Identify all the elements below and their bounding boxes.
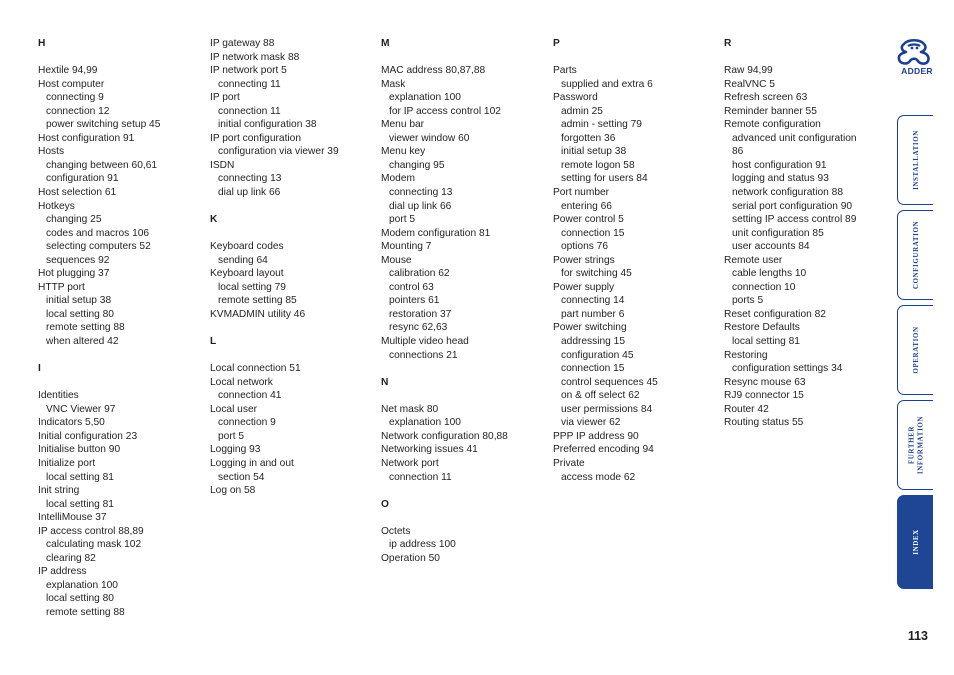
- index-subentry: local setting 81: [46, 498, 114, 510]
- index-subentry: connection 12: [46, 105, 110, 117]
- index-entry: Parts: [553, 65, 577, 77]
- index-subentry: setting IP access control 89: [732, 214, 857, 226]
- tab-label: INDEX: [911, 529, 920, 555]
- index-subentry: connection 9: [218, 417, 276, 429]
- index-subentry: local setting 81: [732, 336, 800, 348]
- index-entry: Host selection 61: [38, 187, 117, 199]
- index-entry: Resync mouse 63: [724, 376, 806, 388]
- index-subentry: for switching 45: [561, 268, 632, 280]
- index-letter-heading: L: [210, 336, 217, 348]
- index-subentry: connection 11: [389, 471, 452, 483]
- index-entry: IntelliMouse 37: [38, 512, 107, 524]
- index-letter-heading: R: [724, 38, 732, 49]
- index-subentry: initial setup 38: [46, 295, 112, 307]
- index-entry: Local network: [210, 376, 273, 388]
- index-subentry: sequences 92: [46, 254, 110, 266]
- index-subentry: explanation 100: [46, 579, 118, 591]
- index-entry: Port number: [553, 187, 610, 199]
- index-subentry: configuration via viewer 39: [218, 146, 339, 158]
- index-entry: RealVNC 5: [724, 78, 775, 90]
- tab-further-information[interactable]: [897, 400, 933, 490]
- index-subentry: user permissions 84: [561, 403, 653, 415]
- index-subentry: connecting 14: [561, 295, 625, 307]
- index-entry: IP port configuration: [210, 132, 301, 144]
- index-entry: Hextile 94,99: [38, 65, 98, 77]
- spacer: [210, 349, 378, 363]
- index-subentry: remote setting 88: [46, 606, 125, 618]
- index-entry: Operation 50: [381, 552, 440, 564]
- index-entry: IP network mask 88: [210, 51, 300, 63]
- index-subentry: local setting 80: [46, 308, 114, 320]
- index-entry: Keyboard layout: [210, 268, 284, 280]
- index-entry: MAC address 80,87,88: [381, 65, 486, 77]
- page-number: 113: [907, 629, 928, 643]
- index-entry: Refresh screen 63: [724, 92, 808, 104]
- index-subentry: VNC Viewer 97: [46, 403, 116, 415]
- index-entry: Keyboard codes: [210, 241, 284, 253]
- tab-label: INSTALLATION: [911, 130, 920, 190]
- index-subentry: serial port configuration 90: [732, 200, 853, 212]
- index-entry: Hosts: [38, 146, 65, 158]
- index-subentry: forgotten 36: [561, 132, 616, 144]
- index-subentry: port 5: [389, 214, 416, 226]
- index-subentry: connection 10: [732, 281, 796, 293]
- index-entry: Multiple video head: [381, 336, 469, 348]
- index-entry: Hotkeys: [38, 200, 75, 212]
- index-subentry: remote logon 58: [561, 159, 635, 171]
- index-subentry: local setting 81: [46, 471, 114, 483]
- index-subentry: connection 15: [561, 227, 625, 239]
- index-entry: Remote configuration: [724, 119, 821, 131]
- index-entry: IP address: [38, 566, 87, 578]
- spacer: [381, 389, 549, 403]
- index-entry: ISDN: [210, 159, 235, 171]
- index-subentry: configuration settings 34: [732, 363, 843, 375]
- index-entry: Identities: [38, 390, 79, 402]
- index-letter-heading: N: [381, 376, 389, 388]
- index-entry: Private: [553, 457, 585, 469]
- index-subentry: resync 62,63: [389, 322, 448, 334]
- index-entry: Modem: [381, 173, 415, 185]
- index-subentry: addressing 15: [561, 336, 626, 348]
- index-letter-heading: I: [38, 363, 41, 375]
- tab-index[interactable]: [897, 495, 933, 589]
- index-subentry: advanced unit configuration: [732, 132, 857, 144]
- index-entry: Indicators 5,50: [38, 417, 105, 429]
- index-entry: Power supply: [553, 281, 615, 293]
- tab-operation[interactable]: [897, 305, 933, 395]
- index-entry: Host configuration 91: [38, 132, 135, 144]
- index-subentry: initial setup 38: [561, 146, 627, 158]
- index-subentry: control sequences 45: [561, 376, 658, 388]
- tab-label: CONFIGURATION: [911, 220, 920, 290]
- spacer: [553, 51, 721, 65]
- index-subentry: configuration 45: [561, 349, 634, 361]
- index-subentry: host configuration 91: [732, 159, 827, 171]
- index-entry: IP gateway 88: [210, 38, 275, 49]
- index-subentry: local setting 79: [218, 281, 286, 293]
- index-subentry: ip address 100: [389, 539, 456, 551]
- index-entry: Log on 58: [210, 485, 256, 497]
- index-entry: PPP IP address 90: [553, 430, 639, 442]
- tab-installation[interactable]: [897, 115, 933, 205]
- index-subentry: connecting 13: [389, 187, 453, 199]
- index-entry-continuation: 86: [732, 146, 744, 158]
- index-entry: Restoring: [724, 349, 768, 361]
- index-subentry: user accounts 84: [732, 241, 810, 253]
- index-subentry: sending 64: [218, 254, 268, 266]
- index-entry: Power control 5: [553, 214, 624, 226]
- index-entry: Local connection 51: [210, 363, 301, 375]
- index-subentry: for IP access control 102: [389, 105, 501, 117]
- index-subentry: pointers 61: [389, 295, 440, 307]
- index-letter-heading: H: [38, 38, 46, 49]
- index-subentry: dial up link 66: [218, 187, 281, 199]
- index-subentry: supplied and extra 6: [561, 78, 653, 90]
- index-letter-heading: K: [210, 214, 218, 226]
- index-entry: IP access control 88,89: [38, 525, 144, 537]
- index-subentry: power switching setup 45: [46, 119, 161, 131]
- index-entry: Routing status 55: [724, 417, 804, 429]
- index-subentry: connecting 11: [218, 78, 281, 90]
- index-subentry: calculating mask 102: [46, 539, 142, 551]
- index-subentry: entering 66: [561, 200, 612, 212]
- index-entry: Raw 94,99: [724, 65, 773, 77]
- index-entry: Local user: [210, 403, 258, 415]
- index-subentry: connecting 13: [218, 173, 282, 185]
- index-subentry: codes and macros 106: [46, 227, 150, 239]
- index-entry: Menu bar: [381, 119, 425, 131]
- index-entry: Network port: [381, 457, 439, 469]
- index-subentry: connections 21: [389, 349, 458, 361]
- index-entry: HTTP port: [38, 281, 85, 293]
- index-subentry: port 5: [218, 430, 245, 442]
- index-subentry: clearing 82: [46, 552, 96, 564]
- index-entry: Net mask 80: [381, 403, 439, 415]
- spacer: [724, 51, 892, 65]
- index-subentry: via viewer 62: [561, 417, 621, 429]
- index-entry: Preferred encoding 94: [553, 444, 654, 456]
- index-subentry: setting for users 84: [561, 173, 648, 185]
- index-entry: Octets: [381, 525, 411, 537]
- index-entry: Reminder banner 55: [724, 105, 817, 117]
- index-entry: Reset configuration 82: [724, 308, 826, 320]
- index-entry: Menu key: [381, 146, 426, 158]
- index-subentry: logging and status 93: [732, 173, 829, 185]
- index-entry: RJ9 connector 15: [724, 390, 804, 402]
- index-letter-heading: O: [381, 498, 389, 510]
- index-subentry: selecting computers 52: [46, 241, 151, 253]
- index-column-1: [38, 37, 206, 620]
- index-subentry: local setting 80: [46, 593, 114, 605]
- spacer: [38, 376, 206, 390]
- spacer: [381, 362, 549, 376]
- spacer: [381, 511, 549, 525]
- index-subentry: on & off select 62: [561, 390, 640, 402]
- index-entry: Host computer: [38, 78, 105, 90]
- tab-label: FURTHER INFORMATION: [907, 415, 924, 475]
- index-letter-heading: M: [381, 38, 390, 49]
- tab-label: OPERATION: [911, 326, 920, 374]
- index-subentry: connecting 9: [46, 92, 104, 104]
- index-subentry: changing between 60,61: [46, 159, 158, 171]
- spacer: [210, 200, 378, 214]
- brand-name: ADDER: [901, 66, 933, 76]
- index-subentry: when altered 42: [46, 336, 119, 348]
- index-entry: Password: [553, 92, 598, 104]
- index-entry: IP network port 5: [210, 65, 287, 77]
- index-subentry: admin - setting 79: [561, 119, 642, 131]
- index-subentry: connection 11: [218, 105, 281, 117]
- index-entry: Mounting 7: [381, 241, 432, 253]
- index-entry: Router 42: [724, 403, 769, 415]
- spacer: [210, 321, 378, 335]
- index-subentry: configuration 91: [46, 173, 119, 185]
- index-subentry: control 63: [389, 281, 434, 293]
- index-subentry: explanation 100: [389, 92, 461, 104]
- index-subentry: options 76: [561, 241, 609, 253]
- index-subentry: dial up link 66: [389, 200, 452, 212]
- index-subentry: explanation 100: [389, 417, 461, 429]
- index-entry: Mask: [381, 78, 406, 90]
- index-subentry: connection 15: [561, 363, 625, 375]
- index-subentry: part number 6: [561, 308, 625, 320]
- index-subentry: network configuration 88: [732, 187, 843, 199]
- index-subentry: unit configuration 85: [732, 227, 824, 239]
- index-entry: Power strings: [553, 254, 615, 266]
- index-entry: Restore Defaults: [724, 322, 800, 334]
- index-entry: Logging in and out: [210, 457, 294, 469]
- index-entry: KVMADMIN utility 46: [210, 308, 306, 320]
- index-subentry: initial configuration 38: [218, 119, 317, 131]
- index-entry: IP port: [210, 92, 240, 104]
- index-column-5: [724, 37, 892, 430]
- index-subentry: calibration 62: [389, 268, 450, 280]
- index-entry: Logging 93: [210, 444, 261, 456]
- index-subentry: access mode 62: [561, 471, 636, 483]
- index-subentry: changing 95: [389, 159, 445, 171]
- index-subentry: remote setting 85: [218, 295, 297, 307]
- index-column-3: [381, 37, 549, 565]
- index-column-2: [210, 37, 378, 498]
- index-entry: Initial configuration 23: [38, 430, 138, 442]
- spacer: [38, 349, 206, 363]
- tab-configuration[interactable]: [897, 210, 933, 300]
- index-entry: Hot plugging 37: [38, 268, 110, 280]
- index-subentry: connection 41: [218, 390, 282, 402]
- index-subentry: remote setting 88: [46, 322, 125, 334]
- index-subentry: cable lengths 10: [732, 268, 807, 280]
- spacer: [210, 227, 378, 241]
- index-entry: Mouse: [381, 254, 412, 266]
- index-subentry: changing 25: [46, 214, 102, 226]
- index-entry: Init string: [38, 485, 80, 497]
- index-entry: Modem configuration 81: [381, 227, 491, 239]
- spacer: [381, 484, 549, 498]
- index-subentry: viewer window 60: [389, 132, 470, 144]
- index-subentry: section 54: [218, 471, 265, 483]
- index-letter-heading: P: [553, 38, 560, 49]
- index-entry: Initialize port: [38, 457, 96, 469]
- index-entry: Network configuration 80,88: [381, 430, 508, 442]
- index-entry: Networking issues 41: [381, 444, 478, 456]
- index-entry: Initialise button 90: [38, 444, 121, 456]
- index-subentry: restoration 37: [389, 308, 452, 320]
- spacer: [381, 51, 549, 65]
- index-entry: Remote user: [724, 254, 783, 266]
- index-column-4: [553, 37, 721, 484]
- index-subentry: ports 5: [732, 295, 764, 307]
- spacer: [38, 51, 206, 65]
- index-entry: Power switching: [553, 322, 627, 334]
- index-subentry: admin 25: [561, 105, 603, 117]
